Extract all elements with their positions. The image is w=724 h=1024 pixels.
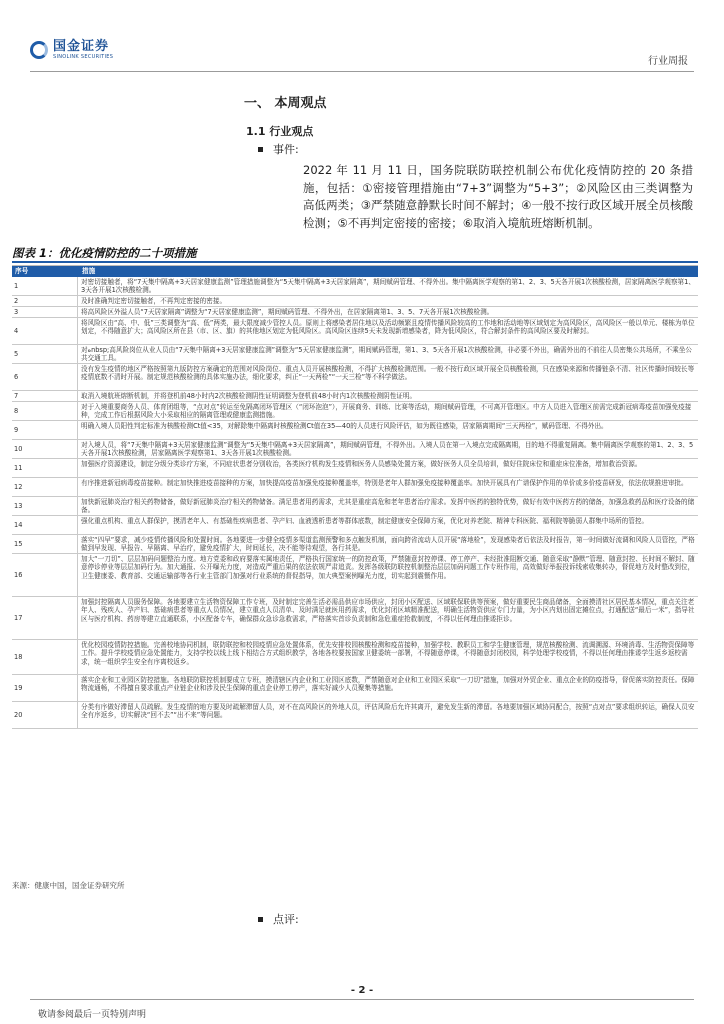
table-row (12, 640, 698, 675)
row-number: 6 (12, 364, 78, 390)
logo-icon (30, 41, 48, 59)
table-row (12, 459, 698, 478)
row-measure-text: 取消入境航班熔断机制，并将登机前48小时内2次核酸检测阴性证明调整为登机前48小时内1次核酸检测阴性证明。 (81, 392, 417, 400)
subsection-title: 1.1 行业观点 (246, 125, 314, 138)
row-number: 14 (12, 516, 78, 534)
measures-table (12, 265, 698, 729)
row-measure-text: 及时准确判定密切接触者，不再判定密接的密接。 (81, 297, 227, 305)
row-measure-text: 将高风险区外溢人员“7天居家隔离”调整为“7天居家健康监测”，期间赋码管理、不得外出，在居家隔离第1、3、5、7天各开展1次核酸检测。 (81, 308, 494, 316)
row-number: 7 (12, 391, 78, 401)
table-row (12, 421, 698, 440)
row-measure-text: 分类有序做好滞留人员疏解。发生疫情的地方要及时疏解滞留人员，对不在高风险区的外地人员，评估风险后允许其离开，避免发生新的滞留。各地要加强区域协同配合，按照“点对点”要求组织转运，确保人员安全有序返乡，切实解决“回不去”“出不来”等问题。 (81, 703, 695, 720)
column-header-measure: 措施 (82, 267, 96, 275)
table-header (12, 266, 698, 277)
table-row (12, 345, 698, 364)
row-measure-text: 对هnbsp;高风险岗位从业人员由“7天集中隔离+3天居家健康监测”调整为“5天居家健康监测”，期间赋码管理，第1、3、5天各开展1次核酸检测，非必要不外出，确需外出的不前往人员密集公共场所，不乘坐公共交通工具。 (81, 346, 692, 363)
table-row (12, 307, 698, 318)
square-bullet-icon (258, 917, 263, 922)
table-body (12, 277, 698, 729)
figure-title: 图表 1：优化疫情防控的二十项措施 (12, 245, 698, 263)
row-measure-text: 有序推进新冠病毒疫苗接种。制定加快推进疫苗接种的方案，加快提高疫苗加强免疫接种覆盖率，特别是老年人群加强免疫接种覆盖率。加快开展具有广谱保护作用的单价或多价疫苗研发，依法依规推进审批。 (81, 479, 688, 487)
row-number: 11 (12, 459, 78, 477)
row-number: 1 (12, 277, 78, 295)
row-number: 9 (12, 421, 78, 439)
logo-name-en: SINOLINK SECURITIES (53, 54, 114, 60)
row-measure-text: 将风险区由“高、中、低”三类调整为“高、低”两类，最大限度减少管控人员。原则上将感染者居住地以及活动频繁且疫情传播风险较高的工作地和活动地等区域划定为高风险区，高风险区一般以单元、楼栋为单位划定，不得随意扩大；高风险区所在县（市、区、旗）的其他地区划定为低风险区。高风险区连续5天未发现新增感染者，降为低风险区，符合解封条件的高风险区要及时解封。 (81, 319, 695, 336)
figure-source: 来源：健康中国，国金证券研究所 (12, 881, 125, 890)
page-header (0, 0, 724, 72)
footer-divider (30, 999, 694, 1000)
logo-name-cn: 国金证券 (53, 39, 110, 54)
row-number: 16 (12, 554, 78, 596)
comment-label: 点评: (273, 913, 299, 926)
row-number: 15 (12, 535, 78, 553)
table-row (12, 675, 698, 702)
table-row (12, 364, 698, 391)
row-measure-text: 加快新冠肺炎治疗相关药物储备，做好新冠肺炎治疗相关药物储备。满足患者用药需求，尤其是重症高危和老年患者治疗需求。发挥中医药的独特优势，做好有效中医药方药的储备，加强急救药品和医疗设备的储备。 (81, 498, 695, 515)
row-measure-text: 强化重点机构、重点人群保护，摸清老年人、有基础性疾病患者、孕产妇、血液透析患者等群体底数，制定健康安全保障方案，优化对养老院、精神专科医院、福利院等脆弱人群集中场所的管控。 (81, 517, 649, 525)
report-type: 行业周报 (648, 56, 688, 67)
table-row (12, 391, 698, 402)
row-measure-text: 落实企业和工业园区防控措施。各地联防联控机制要成立专班，摸清辖区内企业和工业园区底数，严禁随意对企业和工业园区采取“一刀切”措施，加强对外贸企业、重点企业的防疫指导，督促落实防控责任。保障物流通畅，不得擅自要求重点产业链企业和涉及民生保障的重点企业停工停产，落实好减少人员聚集等措施。 (81, 676, 695, 693)
row-number: 2 (12, 296, 78, 306)
table-row (12, 554, 698, 597)
table-row (12, 478, 698, 497)
event-bullet (258, 141, 299, 157)
company-logo (30, 40, 113, 60)
section-title: 一、 本周观点 (244, 96, 327, 111)
row-measure-text: 加强封控隔离人员服务保障。各地要建立生活物资保障工作专班，及时制定完善生活必需品供应市场供应，封闭小区配送、区域联保联供等预案，做好重要民生商品储备，全面摸清社区居民基本情况，重点关注老年人、残疾人、孕产妇、基础病患者等重点人员情况，建立重点人员清单、及时满足就医用药需求，优化封闭区域精准配送，明确生活物资供应专门力量，为小区内划出固定摊位点，打通配送“最后一米”，指导社区与医疗机构、药房等建立直通联系，小区配备专车，确保群众急诊急救需求，严格落实首诊负责制和急危重症抢救制度，不得以任何理由推诿拒诊。 (81, 598, 695, 623)
column-header-no: 序号 (15, 267, 29, 275)
row-measure-text: 对入境人员，将“7天集中隔离+3天居家健康监测”调整为“5天集中隔离+3天居家隔离”，期间赋码管理，不得外出。入境人员在第一入境点完成隔离期，目的地不得重复隔离。集中隔离医学观察的第1、2、3、5天各开展1次核酸检测，居家隔离医学观察第1、3天各开展1次核酸检测。 (81, 441, 694, 458)
event-paragraph: 2022 年 11 月 11 日，国务院联防联控机制公布优化疫情防控的 20 条措施，包括：①密接管理措施由“7+3”调整为“5+3”；②风险区由三类调整为高低两类；③严禁随意静默长时间不解封；④一般不按行政区域开展全员核酸检测；⑤不再判定密接的密接；⑥取消入境航班熔断机制。 (303, 163, 693, 230)
row-number: 10 (12, 440, 78, 458)
row-measure-text: 明确入境人员阳性判定标准为核酸检测Ct值<35，对解除集中隔离时核酸检测Ct值在35—40的人员进行风险评估，如为既往感染，居家隔离期间“三天两检”，赋码管理、不得外出。 (81, 422, 608, 430)
table-row (12, 702, 698, 729)
header-divider (30, 71, 694, 72)
comment-bullet (258, 911, 299, 927)
row-measure-text: 对于入境重要商务人员、体育团组等，“点对点”转运至免隔离闭环管理区（“闭环泡泡”），开展商务、训练、比赛等活动，期间赋码管理，不可离开管理区。中方人员进入管理区前需完成新冠病毒疫苗加强免疫接种，完成工作后根据风险大小采取相应的隔离管理或健康监测措施。 (81, 403, 692, 420)
square-bullet-icon (258, 147, 263, 152)
row-measure-text: 对密切接触者，将“7天集中隔离+3天居家健康监测”管理措施调整为“5天集中隔离+3天居家隔离”，期间赋码管理、不得外出。集中隔离医学观察的第1、2、3、5天各开展1次核酸检测，居家隔离医学观察第1、3天各开展1次核酸检测。 (81, 278, 695, 295)
row-number: 20 (12, 702, 78, 728)
row-number: 4 (12, 318, 78, 344)
row-measure-text: 落实“四早”要求，减少疫情传播风险和处置时间。各地要进一步健全疫情多渠道监测预警和多点触发机制，面向跨省流动人员开展“落地检”，发现感染者后依法及时报告，第一时间做好流调和风险人员管控，严格做到早发现、早报告、早隔离、早治疗，避免疫情扩大，时间延长，决不能等待观望，各行其是。 (81, 536, 695, 553)
table-row (12, 535, 698, 554)
row-measure-text: 没有发生疫情的地区严格按照第九版防控方案确定的范围对风险岗位、重点人员开展核酸检测，不得扩大核酸检测范围。一般不按行政区域开展全员核酸检测，只在感染来源和传播链条不清、社区传播时间较长等疫情底数不清时开展。制定规范核酸检测的具体实施办法，细化要求，纠正“一天两检”“一天三检”等不科学做法。 (81, 365, 695, 382)
row-number: 17 (12, 597, 78, 639)
row-number: 8 (12, 402, 78, 420)
table-row (12, 318, 698, 345)
row-number: 5 (12, 345, 78, 363)
row-number: 13 (12, 497, 78, 515)
row-number: 3 (12, 307, 78, 317)
table-row (12, 277, 698, 296)
row-number: 18 (12, 640, 78, 674)
page-number: - 2 - (350, 985, 374, 996)
table-row (12, 296, 698, 307)
table-row (12, 597, 698, 640)
row-measure-text: 加强医疗资源建设，制定分级分类诊疗方案，不同症状患者分别收治，各类医疗机构发生疫情和医务人员感染处置方案，做好医务人员全员培训，做好住院床位和重症床位准备，增加救治资源。 (81, 460, 642, 468)
row-number: 12 (12, 478, 78, 496)
footer-disclaimer: 敬请参阅最后一页特别声明 (38, 1010, 147, 1020)
row-measure-text: 优化校园疫情防控措施。完善校地协同机制，联防联控和校园疫情应急处置体系，优先安排校园核酸检测和疫苗接种，加强学校、教职员工和学生健康管理，规范核酸检测、流调溯源、环境消毒、生活物资保障等工作。提升学校疫情应急处置能力，支持学校以线上线下相结合方式组织教学，各地各校要按国家卫健委统一部署，不得随意停课，不得随意封闭校园，科学处理学校疫情，不得以任何理由推诿学生返乡返校需求，统一组织学生安全有序离校返乡。 (81, 641, 695, 666)
event-label: 事件: (273, 143, 299, 156)
row-measure-text: 加大“一刀切”、层层加码问题整治力度。地方党委和政府要落实属地责任，严格执行国家统一的防控政策，严禁随意封控停课、停工停产、未经批准阻断交通、随意采取“静默”管理、随意封控、长时间不解封、随意停诊停业等层层加码行为。加大通报、公开曝光力度，对造成严重后果的依法依规严肃追责。发挥各级联防联控机制整治层层加码问题工作专班作用，高效做好举报投诉线索收集转办，督促地方及时整改到位，卫生健康委、教育部、交通运输部等各行业主管部门加强对行业系统的督促指导，加大典型案例曝光力度，切实起到震慑作用。 (81, 555, 695, 580)
row-number: 19 (12, 675, 78, 701)
table-row (12, 440, 698, 459)
table-row (12, 497, 698, 516)
table-row (12, 516, 698, 535)
table-row (12, 402, 698, 421)
